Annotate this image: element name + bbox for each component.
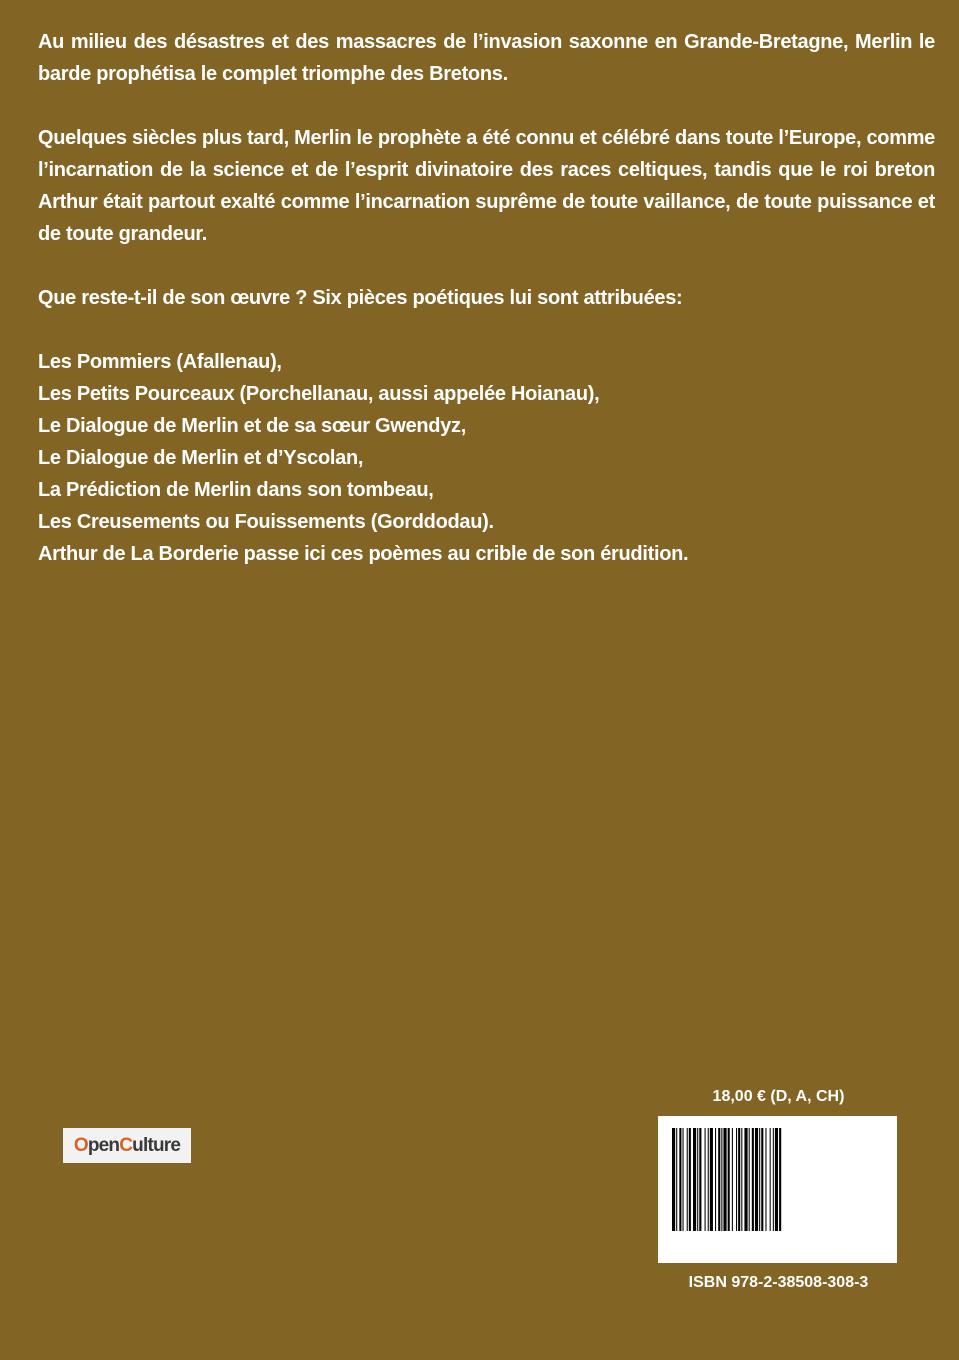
barcode-bar [721,1128,722,1231]
barcode-bar [749,1128,750,1231]
barcode-bars [672,1128,883,1231]
barcode-bar [779,1128,781,1231]
barcode-bar [723,1128,726,1231]
poem-item: Les Pommiers (Afallenau), [38,351,282,373]
poem-item: Le Dialogue de Merlin et de sa sœur Gwendyz, [38,415,467,437]
back-cover-blurb [38,26,935,570]
barcode-bar [718,1128,720,1231]
poem-list [38,346,935,570]
barcode-bar [672,1128,675,1231]
barcode-bar [683,1128,684,1231]
isbn-label: ISBN 978-2-38508-308-3 [688,1274,869,1291]
barcode-bar [732,1128,733,1231]
openculture-logo [63,1128,191,1163]
logo-letter-o: O [73,1134,88,1156]
blurb-paragraph-2: Quelques siècles plus tard, Merlin le prophète a été connu et célébré dans toute l’Europe, comme l’incarnation de la science et de l’esprit divinatoire des races celtiques, tandis que le roi breton Arthur était partout exalté comme l’incarnation suprême de toute vaillance, de toute puissance et de toute grandeur. [38,127,936,245]
logo-text-ulture: ulture [132,1134,181,1156]
barcode-bar [710,1128,713,1231]
barcode-bar [775,1128,778,1231]
barcode-bar [738,1128,740,1231]
barcode-bar [761,1128,763,1231]
barcode-bar [728,1128,730,1231]
barcode-bar [715,1128,716,1231]
barcode-bar [741,1128,742,1231]
barcode-bar [697,1128,698,1231]
barcode-bar [693,1128,696,1231]
barcode-bar [755,1128,758,1231]
barcode-bar [770,1128,771,1231]
barcode-bar [736,1128,737,1231]
barcode-bar [752,1128,754,1231]
price-label: 18,00 € (D, A, CH) [712,1088,845,1105]
blurb-paragraph-1: Au milieu des désastres et des massacres de l’invasion saxonne en Grande-Bretagne, Merlin le barde prophétisa le complet triomphe des Bretons. [38,31,935,85]
barcode-bar [708,1128,709,1231]
logo-text-pen: pen [87,1134,120,1156]
barcode-bar [765,1128,766,1231]
barcode-bar [689,1128,691,1231]
blurb-paragraph-3: Que reste-t-il de son œuvre ? Six pièces poétiques lui sont attribuées: [38,287,683,309]
blurb-closing: Arthur de La Borderie passe ici ces poèmes au crible de son érudition. [38,543,689,565]
poem-item: Les Creusements ou Fouissements (Gorddodau). [38,511,494,533]
barcode-bar [705,1128,706,1231]
barcode [658,1116,897,1263]
poem-item: La Prédiction de Merlin dans son tombeau, [38,479,434,501]
barcode-bar [679,1128,681,1231]
barcode-bar [744,1128,747,1231]
barcode-bar [676,1128,677,1231]
logo-letter-c: C [119,1134,133,1156]
poem-item: Les Petits Pourceaux (Porchellanau, aussi appelée Hoianau), [38,383,600,405]
poem-item: Le Dialogue de Merlin et d’Yscolan, [38,447,364,469]
barcode-bar [759,1128,760,1231]
barcode-bar [773,1128,774,1231]
barcode-bar [687,1128,688,1231]
barcode-bar [699,1128,701,1231]
